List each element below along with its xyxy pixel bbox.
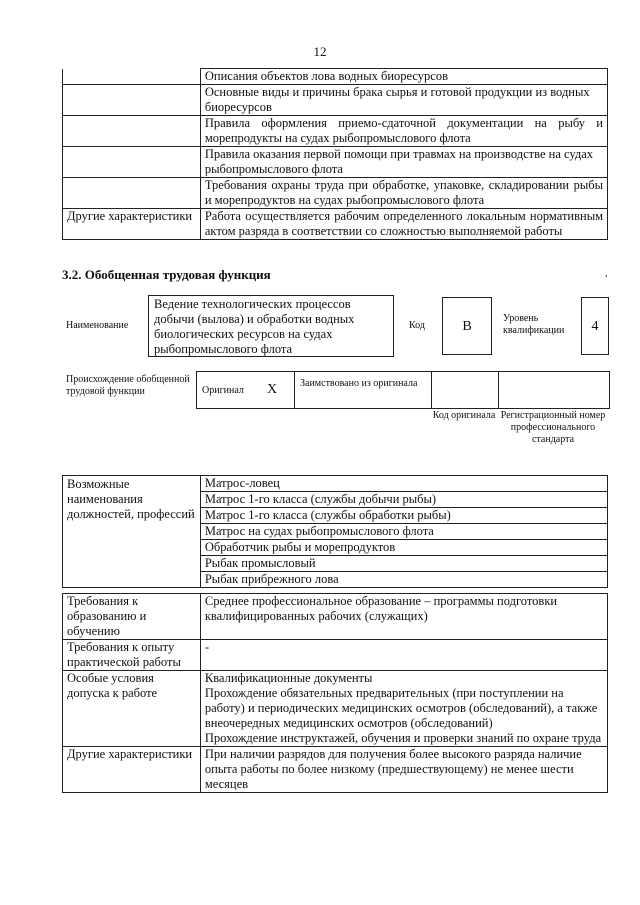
origin-box	[196, 371, 610, 409]
condition-item: Прохождение инструктажей, обучения и проверки знаний по охране труда	[204, 731, 602, 745]
origin-label: Происхождение обобщенной трудовой функции	[66, 374, 190, 397]
condition-item: Квалификационные документы	[204, 671, 373, 685]
position-item: Рыбак промысловый	[200, 556, 607, 572]
position-item: Матрос-ловец	[200, 476, 607, 492]
reg-number-caption: Регистрационный номер профессионального стандарта	[500, 410, 606, 445]
origin-divider	[498, 372, 499, 408]
position-item: Матрос 1-го класса (службы добычи рыбы)	[200, 492, 607, 508]
name-label: Наименование	[66, 320, 129, 331]
requirements-table	[62, 593, 608, 793]
other-characteristics-value: При наличии разрядов для получения более высокого разряда наличие опыта работы по более низкому (предшествующему) не менее шести месяцев	[200, 747, 607, 793]
dot-mark: ,	[605, 268, 608, 279]
knowledge-item: Описания объектов лова водных биоресурсов	[200, 69, 607, 85]
code-original-caption: Код оригинала	[432, 410, 496, 421]
condition-item: Прохождение обязательных предварительных (при поступлении на работу) и периодических медицинских осмотров (обследований), а также внеочередных медицинских осмотров (обследований)	[204, 686, 598, 730]
page-number: 12	[313, 44, 327, 59]
code-label: Код	[409, 320, 425, 331]
knowledge-table	[62, 68, 608, 240]
education-label: Требования к образованию и обучению	[63, 594, 201, 640]
positions-label: Возможные наименования должностей, профессий	[63, 476, 201, 588]
origin-divider	[294, 372, 295, 408]
origin-divider	[431, 372, 432, 408]
knowledge-item: Правила оказания первой помощи при травмах на производстве на судах рыбопромыслового флота	[200, 147, 607, 178]
other-characteristics-label: Другие характеристики	[63, 209, 201, 240]
position-item: Матрос на судах рыбопромыслового флота	[200, 524, 607, 540]
knowledge-item: Правила оформления приемо-сдаточной документации на рыбу и морепродукты на судах рыбопромыслового флота	[200, 116, 607, 147]
section-title: 3.2. Обобщенная трудовая функция	[62, 267, 271, 282]
level-value: 4	[581, 297, 609, 355]
conditions-value	[200, 671, 607, 747]
function-name: Ведение технологических процессов добычи (вылова) и обработки водных биологических ресурсов на судах рыбопромыслового флота	[148, 295, 394, 357]
position-item: Обработчик рыбы и морепродуктов	[200, 540, 607, 556]
original-mark: X	[267, 382, 278, 397]
experience-label: Требования к опыту практической работы	[63, 640, 201, 671]
knowledge-item: Требования охраны труда при обработке, упаковке, складировании рыбы и морепродуктов на судах рыбопромыслового флота	[200, 178, 607, 209]
other-characteristics-value: Работа осуществляется рабочим определенного локальным нормативным актом разряда в соответствии со сложностью выполняемой работы	[200, 209, 607, 240]
function-code: B	[442, 297, 492, 355]
conditions-label: Особые условия допуска к работе	[63, 671, 201, 747]
position-item: Рыбак прибрежного лова	[200, 572, 607, 588]
experience-value: -	[200, 640, 607, 671]
positions-table	[62, 475, 608, 588]
education-value: Среднее профессиональное образование – программы подготовки квалифицированных рабочих (служащих)	[200, 594, 607, 640]
position-item: Матрос 1-го класса (службы обработки рыбы)	[200, 508, 607, 524]
level-label: Уровень квалификации	[503, 313, 565, 336]
other-characteristics-label: Другие характеристики	[63, 747, 201, 793]
borrowed-label: Заимствовано из оригинала	[300, 378, 418, 389]
original-label: Оригинал	[202, 385, 244, 396]
knowledge-item: Основные виды и причины брака сырья и готовой продукции из водных биоресурсов	[200, 85, 607, 116]
